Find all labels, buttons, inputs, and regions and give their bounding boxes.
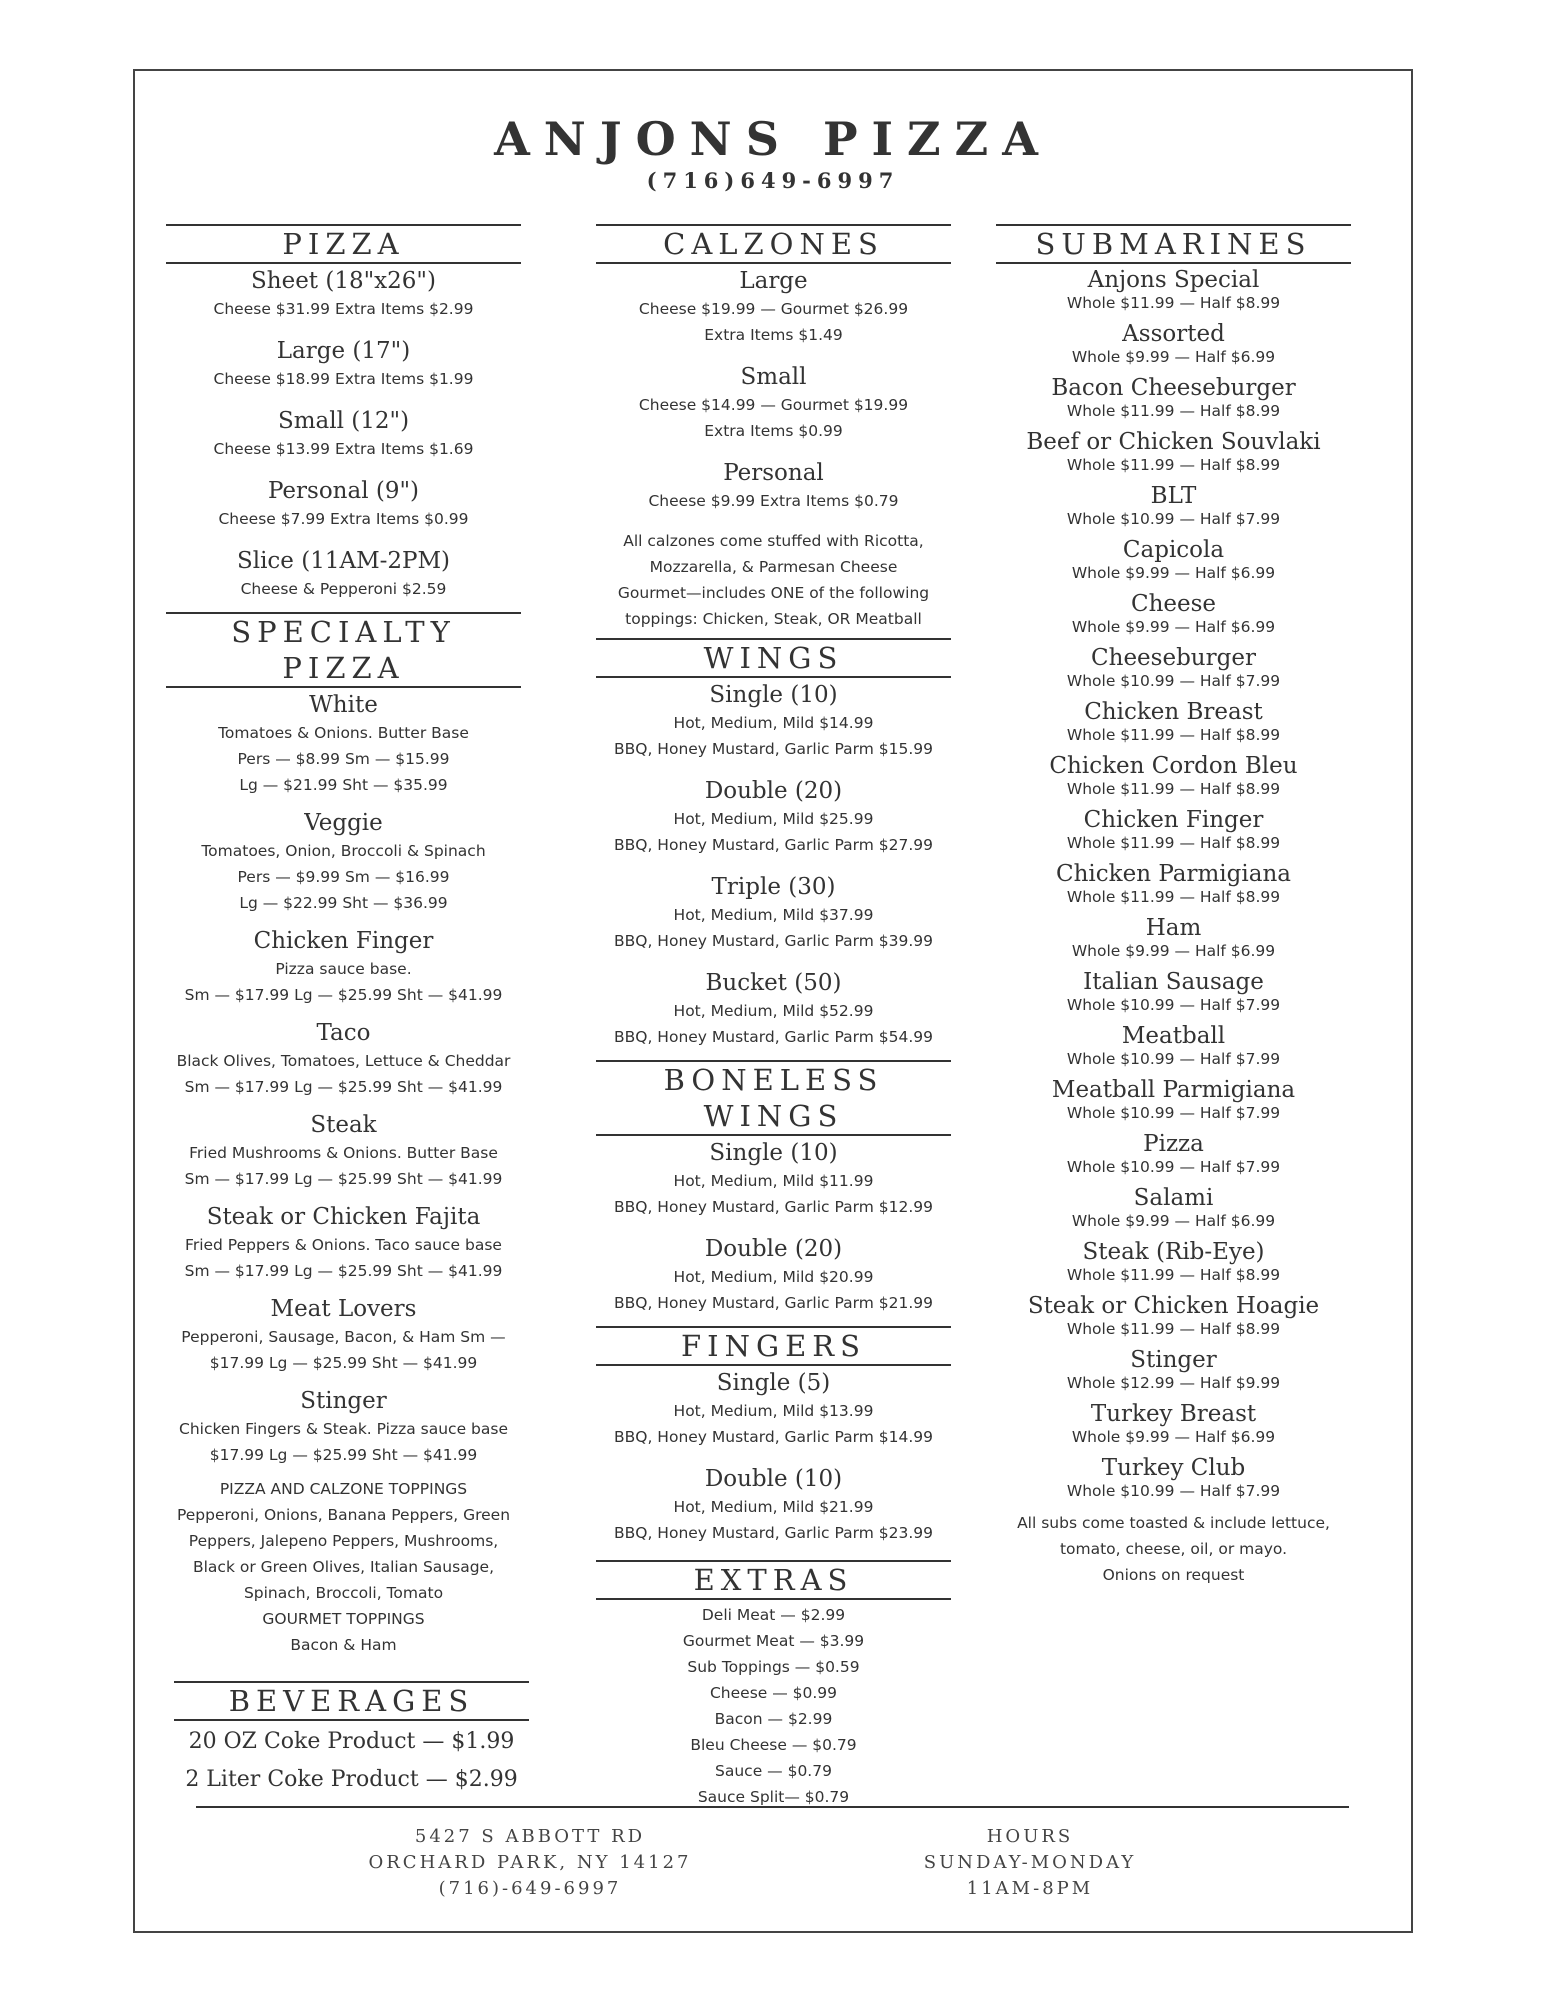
note-line: All subs come toasted & include lettuce, [1017, 1514, 1330, 1532]
item-detail: Cheese $14.99 — Gourmet $19.99 [638, 396, 909, 414]
beverages-heading: BEVERAGES [174, 1681, 529, 1721]
item-name: Steak [310, 1112, 377, 1138]
sub-item [996, 374, 1351, 420]
sub-item [996, 968, 1351, 1014]
sub-item [996, 914, 1351, 960]
specialty-list [166, 690, 521, 1468]
sub-price: Whole $9.99 — Half $6.99 [1071, 564, 1276, 582]
menu-item [166, 476, 521, 532]
item-name: White [309, 692, 378, 718]
sub-name: Turkey Breast [1090, 1401, 1257, 1427]
sub-price: Whole $11.99 — Half $8.99 [1066, 456, 1281, 474]
note-line: toppings: Chicken, Steak, OR Meatball [625, 610, 922, 628]
sub-name: Meatball Parmigiana [1051, 1077, 1296, 1103]
item-name: Personal [723, 460, 824, 486]
submarines-list [996, 266, 1351, 1500]
restaurant-title: ANJONS PIZZA [494, 112, 1052, 166]
item-name: Single (10) [709, 1140, 838, 1166]
sub-name: Steak (Rib-Eye) [1082, 1239, 1265, 1265]
item-name: Double (10) [704, 1466, 843, 1492]
item-detail: Hot, Medium, Mild $14.99 [673, 714, 874, 732]
menu-item [166, 546, 521, 602]
note-line: Sub Toppings — $0.59 [687, 1658, 860, 1676]
item-name: Sheet (18"x26") [251, 268, 436, 294]
footer-line: HOURS [986, 1826, 1074, 1847]
note-line: PIZZA AND CALZONE TOPPINGS [219, 1480, 468, 1498]
sub-item [996, 1076, 1351, 1122]
item-detail: Extra Items $0.99 [704, 422, 843, 440]
item-detail: Extra Items $1.49 [704, 326, 843, 344]
sub-name: Cheeseburger [1091, 645, 1256, 671]
note-line: Spinach, Broccoli, Tomato [243, 1584, 444, 1602]
item-detail: $17.99 Lg — $25.99 Sht — $41.99 [209, 1446, 478, 1464]
sub-name: Stinger [1130, 1347, 1217, 1373]
item-detail: Lg — $22.99 Sht — $36.99 [239, 894, 448, 912]
item-name: Personal (9") [267, 478, 420, 504]
extras-list [596, 1602, 951, 1810]
item-name: Triple (30) [711, 874, 836, 900]
sub-name: Bacon Cheeseburger [1051, 375, 1296, 401]
item-detail: Pers — $8.99 Sm — $15.99 [237, 750, 450, 768]
sub-price: Whole $10.99 — Half $7.99 [1066, 1104, 1281, 1122]
sub-item [996, 806, 1351, 852]
right-column [996, 224, 1351, 1588]
note-line: Sauce — $0.79 [715, 1762, 832, 1780]
item-detail: Pers — $9.99 Sm — $16.99 [237, 868, 450, 886]
item-name: Meat Lovers [270, 1296, 417, 1322]
item-detail: Cheese $7.99 Extra Items $0.99 [218, 510, 469, 528]
sub-item [996, 1022, 1351, 1068]
submarines-heading: SUBMARINES [996, 224, 1351, 264]
sub-name: Cheese [1130, 591, 1217, 617]
sub-price: Whole $11.99 — Half $8.99 [1066, 834, 1281, 852]
sub-item [996, 536, 1351, 582]
item-detail: BBQ, Honey Mustard, Garlic Parm $15.99 [613, 740, 933, 758]
sub-price: Whole $10.99 — Half $7.99 [1066, 510, 1281, 528]
sub-item [996, 590, 1351, 636]
note-line: Black or Green Olives, Italian Sausage, [192, 1558, 494, 1576]
note-line: Mozzarella, & Parmesan Cheese [649, 558, 898, 576]
item-name: Steak or Chicken Fajita [206, 1204, 481, 1230]
sub-item [996, 860, 1351, 906]
item-detail: Fried Mushrooms & Onions. Butter Base [189, 1144, 498, 1162]
sub-name: Meatball [1121, 1023, 1226, 1049]
sub-price: Whole $11.99 — Half $8.99 [1066, 294, 1281, 312]
sub-price: Whole $11.99 — Half $8.99 [1066, 888, 1281, 906]
toppings-note [166, 1476, 521, 1658]
item-detail: Chicken Fingers & Steak. Pizza sauce base [179, 1420, 508, 1438]
beverage-item: 2 Liter Coke Product — $2.99 [185, 1767, 518, 1792]
menu-item [166, 1386, 521, 1468]
menu-item [166, 808, 521, 916]
sub-item [996, 1184, 1351, 1230]
footer-line: (716)-649-6997 [438, 1878, 622, 1899]
sub-item [996, 1400, 1351, 1446]
sub-price: Whole $11.99 — Half $8.99 [1066, 1320, 1281, 1338]
specialty-heading: SPECIALTY PIZZA [166, 612, 521, 688]
left-column [166, 224, 521, 1658]
sub-price: Whole $11.99 — Half $8.99 [1066, 1266, 1281, 1284]
sub-price: Whole $10.99 — Half $7.99 [1066, 1050, 1281, 1068]
footer-line: 5427 S ABBOTT RD [414, 1826, 646, 1847]
menu-item [166, 1294, 521, 1376]
item-detail: Hot, Medium, Mild $25.99 [673, 810, 874, 828]
sub-price: Whole $12.99 — Half $9.99 [1066, 1374, 1281, 1392]
subs-note [996, 1510, 1351, 1588]
item-name: Double (20) [704, 778, 843, 804]
sub-item [996, 266, 1351, 312]
item-detail: Hot, Medium, Mild $11.99 [673, 1172, 874, 1190]
item-name: Veggie [304, 810, 383, 836]
footer-line: 11AM-8PM [966, 1878, 1094, 1899]
item-name: Chicken Finger [253, 928, 434, 954]
item-detail: Pizza sauce base. [275, 960, 412, 978]
sub-name: Chicken Cordon Bleu [1049, 753, 1298, 779]
item-detail: Hot, Medium, Mild $21.99 [673, 1498, 874, 1516]
item-detail: Cheese $31.99 Extra Items $2.99 [213, 300, 474, 318]
sub-price: Whole $11.99 — Half $8.99 [1066, 726, 1281, 744]
sub-item [996, 644, 1351, 690]
sub-price: Whole $9.99 — Half $6.99 [1071, 942, 1276, 960]
item-detail: Black Olives, Tomatoes, Lettuce & Cheddar [176, 1052, 511, 1070]
sub-item [996, 1130, 1351, 1176]
sub-name: Chicken Breast [1084, 699, 1263, 725]
menu-item [166, 1110, 521, 1192]
item-name: Small (12") [277, 408, 410, 434]
menu-item [596, 872, 951, 954]
item-name: Single (10) [709, 682, 838, 708]
sub-price: Whole $9.99 — Half $6.99 [1071, 618, 1276, 636]
item-name: Double (20) [704, 1236, 843, 1262]
item-detail: BBQ, Honey Mustard, Garlic Parm $12.99 [613, 1198, 933, 1216]
sub-item [996, 1346, 1351, 1392]
calzones-note [596, 528, 951, 632]
menu-item [596, 1464, 951, 1546]
extras-heading: EXTRAS [596, 1560, 951, 1600]
item-detail: Sm — $17.99 Lg — $25.99 Sht — $41.99 [184, 1170, 503, 1188]
item-detail: BBQ, Honey Mustard, Garlic Parm $54.99 [613, 1028, 933, 1046]
note-line: Peppers, Jalepeno Peppers, Mushrooms, [188, 1532, 499, 1550]
menu-item [596, 266, 951, 348]
beverage-item: 20 OZ Coke Product — $1.99 [188, 1729, 515, 1754]
sub-price: Whole $9.99 — Half $6.99 [1071, 348, 1276, 366]
item-detail: Lg — $21.99 Sht — $35.99 [239, 776, 448, 794]
item-name: Taco [316, 1020, 371, 1046]
wings-list [596, 680, 951, 1050]
item-name: Stinger [300, 1388, 387, 1414]
menu-item [166, 690, 521, 798]
item-detail: BBQ, Honey Mustard, Garlic Parm $27.99 [613, 836, 933, 854]
sub-item [996, 1238, 1351, 1284]
item-detail: Cheese $19.99 — Gourmet $26.99 [638, 300, 909, 318]
note-line: Bleu Cheese — $0.79 [690, 1736, 857, 1754]
note-line: GOURMET TOPPINGS [262, 1610, 425, 1628]
restaurant-phone: (716)649-6997 [646, 168, 900, 193]
calzones-list [596, 266, 951, 514]
menu-item [166, 926, 521, 1008]
sub-price: Whole $9.99 — Half $6.99 [1071, 1428, 1276, 1446]
item-detail: Hot, Medium, Mild $52.99 [673, 1002, 874, 1020]
beverages-list [174, 1723, 529, 1799]
note-line: Cheese — $0.99 [709, 1684, 838, 1702]
sub-name: Beef or Chicken Souvlaki [1026, 429, 1321, 455]
sub-price: Whole $10.99 — Half $7.99 [1066, 1158, 1281, 1176]
menu-item [596, 1138, 951, 1220]
menu-item [596, 1234, 951, 1316]
sub-price: Whole $11.99 — Half $8.99 [1066, 780, 1281, 798]
boneless-list [596, 1138, 951, 1316]
menu-item [596, 776, 951, 858]
sub-name: Chicken Parmigiana [1056, 861, 1291, 887]
menu-item [596, 680, 951, 762]
sub-price: Whole $10.99 — Half $7.99 [1066, 996, 1281, 1014]
item-detail: Sm — $17.99 Lg — $25.99 Sht — $41.99 [184, 986, 503, 1004]
wings-heading: WINGS [596, 638, 951, 678]
item-name: Slice (11AM-2PM) [236, 548, 451, 574]
note-line: Gourmet Meat — $3.99 [682, 1632, 865, 1650]
item-detail: Cheese & Pepperoni $2.59 [240, 580, 447, 598]
menu-item [166, 406, 521, 462]
menu-item [166, 266, 521, 322]
sub-name: Ham [1145, 915, 1202, 941]
item-detail: BBQ, Honey Mustard, Garlic Parm $14.99 [613, 1428, 933, 1446]
sub-item [996, 752, 1351, 798]
item-detail: Hot, Medium, Mild $37.99 [673, 906, 874, 924]
footer-divider [196, 1806, 1349, 1808]
sub-name: Capicola [1122, 537, 1225, 563]
item-detail: Pepperoni, Sausage, Bacon, & Ham Sm — [181, 1328, 506, 1346]
footer-address [330, 1824, 730, 1902]
sub-price: Whole $10.99 — Half $7.99 [1066, 672, 1281, 690]
note-line: Bacon — $2.99 [714, 1710, 833, 1728]
item-detail: Cheese $9.99 Extra Items $0.79 [648, 492, 899, 510]
item-detail: Hot, Medium, Mild $13.99 [673, 1402, 874, 1420]
sub-price: Whole $11.99 — Half $8.99 [1066, 402, 1281, 420]
sub-name: Italian Sausage [1083, 969, 1264, 995]
menu-item [166, 336, 521, 392]
footer-line: SUNDAY-MONDAY [923, 1852, 1137, 1873]
note-line: Deli Meat — $2.99 [701, 1606, 846, 1624]
sub-name: Chicken Finger [1083, 807, 1264, 833]
note-line: Gourmet—includes ONE of the following [617, 584, 930, 602]
item-detail: Sm — $17.99 Lg — $25.99 Sht — $41.99 [184, 1262, 503, 1280]
sub-name: BLT [1150, 483, 1197, 509]
item-detail: BBQ, Honey Mustard, Garlic Parm $39.99 [613, 932, 933, 950]
fingers-heading: FINGERS [596, 1326, 951, 1366]
middle-column [596, 224, 951, 1810]
sub-item [996, 482, 1351, 528]
sub-price: Whole $9.99 — Half $6.99 [1071, 1212, 1276, 1230]
item-name: Bucket (50) [705, 970, 842, 996]
item-name: Single (5) [716, 1370, 831, 1396]
pizza-list [166, 266, 521, 602]
sub-item [996, 1454, 1351, 1500]
item-detail: Tomatoes, Onion, Broccoli & Spinach [201, 842, 486, 860]
menu-item [166, 1018, 521, 1100]
sub-item [996, 428, 1351, 474]
sub-item [996, 1292, 1351, 1338]
note-line: All calzones come stuffed with Ricotta, [623, 532, 924, 550]
item-detail: Hot, Medium, Mild $20.99 [673, 1268, 874, 1286]
item-name: Large [739, 268, 808, 294]
note-line: Pepperoni, Onions, Banana Peppers, Green [176, 1506, 511, 1524]
sub-name: Steak or Chicken Hoagie [1027, 1293, 1320, 1319]
sub-name: Turkey Club [1101, 1455, 1246, 1481]
boneless-heading: BONELESS WINGS [596, 1060, 951, 1136]
note-line: tomato, cheese, oil, or mayo. [1059, 1540, 1288, 1558]
beverages-section [174, 1681, 529, 1799]
sub-name: Pizza [1143, 1131, 1204, 1157]
footer-line: ORCHARD PARK, NY 14127 [368, 1852, 692, 1873]
sub-name: Assorted [1122, 321, 1225, 347]
sub-name: Anjons Special [1087, 267, 1260, 293]
item-name: Small [740, 364, 807, 390]
note-line: Sauce Split— $0.79 [697, 1788, 850, 1806]
menu-item [596, 968, 951, 1050]
note-line: Onions on request [1102, 1566, 1245, 1584]
menu-item [166, 1202, 521, 1284]
item-detail: Tomatoes & Onions. Butter Base [218, 724, 469, 742]
menu-item [596, 1368, 951, 1450]
item-detail: BBQ, Honey Mustard, Garlic Parm $21.99 [613, 1294, 933, 1312]
item-detail: BBQ, Honey Mustard, Garlic Parm $23.99 [613, 1524, 933, 1542]
item-detail: Cheese $18.99 Extra Items $1.99 [213, 370, 474, 388]
item-name: Large (17") [276, 338, 411, 364]
item-detail: $17.99 Lg — $25.99 Sht — $41.99 [209, 1354, 478, 1372]
menu-item [596, 458, 951, 514]
item-detail: Fried Peppers & Onions. Taco sauce base [185, 1236, 502, 1254]
sub-name: Salami [1133, 1185, 1214, 1211]
menu-item [596, 362, 951, 444]
sub-item [996, 698, 1351, 744]
calzones-heading: CALZONES [596, 224, 951, 264]
pizza-heading: PIZZA [166, 224, 521, 264]
item-detail: Sm — $17.99 Lg — $25.99 Sht — $41.99 [184, 1078, 503, 1096]
note-line: Bacon & Ham [290, 1636, 397, 1654]
item-detail: Cheese $13.99 Extra Items $1.69 [213, 440, 474, 458]
fingers-list [596, 1368, 951, 1546]
footer-hours [830, 1824, 1230, 1902]
sub-item [996, 320, 1351, 366]
sub-price: Whole $10.99 — Half $7.99 [1066, 1482, 1281, 1500]
